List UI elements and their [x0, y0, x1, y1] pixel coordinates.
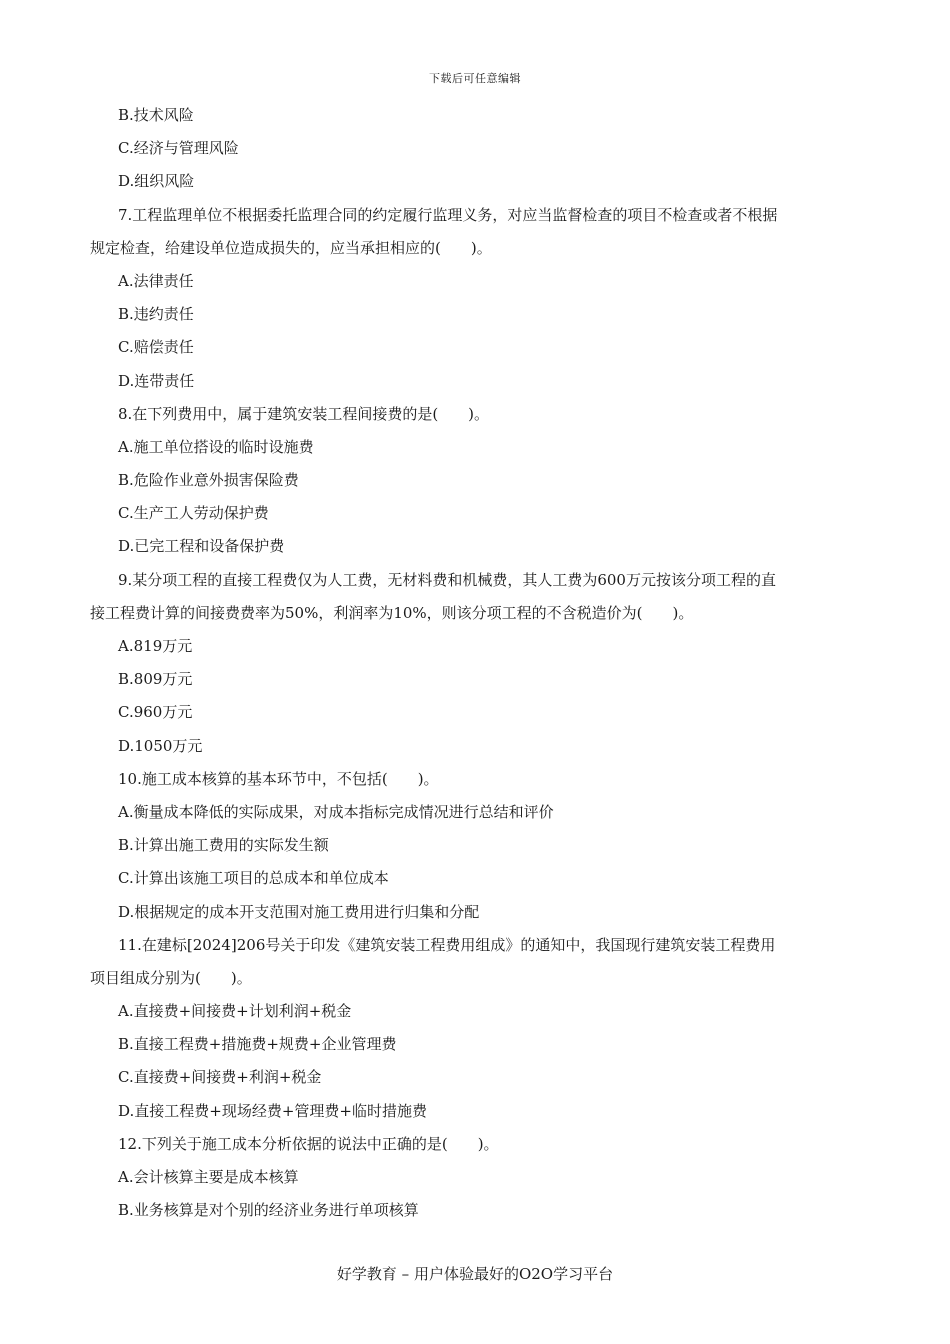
answer-option: C.计算出该施工项目的总成本和单位成本 [118, 869, 389, 888]
answer-option: A.直接费+间接费+计划利润+税金 [118, 1002, 352, 1021]
question-text: 项目组成分别为( )。 [90, 968, 252, 987]
question-text: 11.在建标[2024]206号关于印发《建筑安装工程费用组成》的通知中，我国现行建筑安装工程费用 [118, 935, 776, 954]
question-text: 10.施工成本核算的基本环节中，不包括( )。 [118, 769, 439, 788]
question-text: 12.下列关于施工成本分析依据的说法中正确的是( )。 [118, 1134, 499, 1153]
answer-option: C.生产工人劳动保护费 [118, 504, 269, 523]
answer-option: C.经济与管理风险 [118, 139, 239, 158]
answer-option: A.施工单位搭设的临时设施费 [118, 437, 314, 456]
question-text: 8.在下列费用中，属于建筑安装工程间接费的是( )。 [118, 404, 490, 423]
page-footer: 好学教育 – 用户体验最好的O2O学习平台 [336, 1265, 614, 1283]
question-text: 规定检查，给建设单位造成损失的，应当承担相应的( )。 [90, 238, 492, 257]
answer-option: A.衡量成本降低的实际成果，对成本指标完成情况进行总结和评价 [118, 802, 554, 821]
answer-option: A.819万元 [118, 637, 193, 655]
answer-option: B.计算出施工费用的实际发生额 [118, 836, 329, 855]
answer-option: C.直接费+间接费+利润+税金 [118, 1068, 322, 1087]
answer-option: B.809万元 [118, 670, 193, 689]
answer-option: B.技术风险 [118, 106, 194, 124]
question-text: 7.工程监理单位不根据委托监理合同的约定履行监理义务，对应当监督检查的项目不检查或者不根据 [118, 205, 778, 224]
answer-option: C.赔偿责任 [118, 338, 194, 357]
page-header: 下载后可任意编辑 [429, 72, 521, 85]
answer-option: D.已完工程和设备保护费 [118, 537, 285, 556]
answer-option: D.直接工程费+现场经费+管理费+临时措施费 [118, 1101, 427, 1120]
answer-option: C.960万元 [118, 703, 193, 722]
document-body [90, 99, 860, 1227]
answer-option: A.法律责任 [118, 271, 194, 290]
question-text: 接工程费计算的间接费费率为50%，利润率为10%，则该分项工程的不含税造价为( )。 [90, 603, 694, 622]
question-text: 9.某分项工程的直接工程费仅为人工费，无材料费和机械费，其人工费为600万元按该分项工程的直 [118, 570, 776, 589]
answer-option: A.会计核算主要是成本核算 [118, 1168, 299, 1186]
answer-option: D.根据规定的成本开支范围对施工费用进行归集和分配 [118, 902, 480, 921]
answer-option: B.危险作业意外损害保险费 [118, 471, 299, 490]
answer-option: D.1050万元 [118, 736, 203, 755]
answer-option: D.组织风险 [118, 172, 195, 191]
answer-option: D.连带责任 [118, 371, 195, 390]
answer-option: B.违约责任 [118, 305, 194, 324]
answer-option: B.直接工程费+措施费+规费+企业管理费 [118, 1035, 397, 1054]
answer-option: B.业务核算是对个别的经济业务进行单项核算 [118, 1201, 419, 1220]
